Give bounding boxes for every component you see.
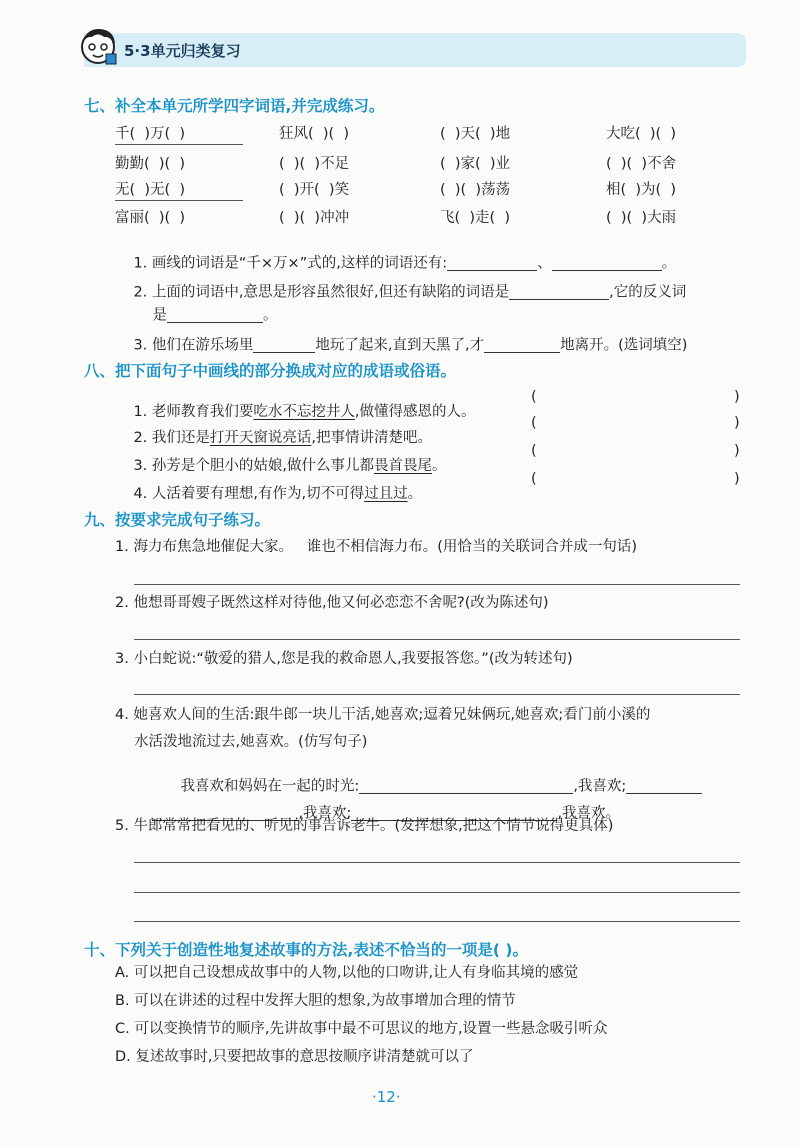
answer-blank[interactable] [253,338,315,353]
answer-blank[interactable] [552,256,662,271]
section-10-title: 十、下列关于创造性地复述故事的方法,表述不恰当的一项是( )。 [84,941,528,959]
section-9-title: 九、按要求完成句子练习。 [84,511,271,529]
page-number: ·12· [372,1088,401,1106]
s9-q4-cont: 水活泼地流过去,她喜欢。(仿写句子) [134,734,368,750]
word-r4-c4: ( )( )大雨 [606,210,677,226]
s7-q3-text-b: 地玩了起来,直到天黑了,才 [315,337,485,353]
answer-blank[interactable] [447,256,537,271]
answer-blank[interactable] [626,779,702,794]
s9-q4-text: ,我喜欢; [298,805,352,821]
word-r4-c2: ( )( )冲冲 [279,210,350,226]
s9-q1: 1. 海力布焦急地催促大家。 谁也不相信海力布。(用恰当的关联词合并成一句话) [115,539,638,555]
word-r1-c3: ( )天( )地 [440,126,511,142]
word-r3-c2: ( )开( )笑 [279,182,350,198]
s8-item-text: 2. 我们还是 [133,429,210,446]
answer-paren-left: ( [531,415,537,431]
s8-item-text: ,做懂得感恩的人。 [354,403,476,420]
word-r1-c4: 大吃( )( ) [606,126,677,142]
option-d[interactable]: D. 复述故事时,只要把故事的意思按顺序讲清楚就可以了 [115,1049,474,1065]
s8-item-underlined: 吃水不忘挖井人 [253,403,355,420]
word-underline [115,200,243,201]
s7-q2-text-b: ,它的反义词 [609,284,687,300]
s9-q2: 2. 他想哥哥嫂子既然这样对待他,他又何必恋恋不舍呢?(改为陈述句) [115,595,549,611]
s7-q3-text: 3. 他们在游乐场里 [133,337,254,353]
word-underline [115,144,243,145]
word-r3-c4: 相( )为( ) [606,182,677,198]
s7-q2-text: 2. 上面的词语中,意思是形容虽然很好,但还有缺陷的词语是 [133,284,510,300]
section-7-title: 七、补全本单元所学四字词语,并完成练习。 [84,97,385,115]
word-r2-c2: ( )( )不足 [279,156,350,172]
word-r3-c1: 无( )无( ) [115,182,186,198]
answer-line[interactable] [134,694,740,695]
s9-q4-text: 我喜欢和妈妈在一起的时光: [180,778,360,794]
s9-q3: 3. 小白蛇说:“敬爱的猎人,您是我的救命恩人,我要报答您。”(改为转述句) [115,651,573,667]
s9-q4-text: ,我喜欢; [573,778,627,794]
answer-paren-left: ( [531,389,537,405]
answer-line[interactable] [134,921,740,922]
s9-q4-text: ,我喜欢。 [557,805,621,821]
answer-paren-right: ) [734,389,740,405]
option-a[interactable]: A. 可以把自己设想成故事中的人物,以他的口吻讲,让人有身临其境的感觉 [115,965,579,981]
word-r1-c1: 千( )万( ) [115,126,186,142]
s8-item-text: 3. 孙芳是个胆小的姑娘,做什么事儿都 [133,457,374,474]
s7-q1-sep: 、 [537,255,552,271]
s8-item-underlined: 打开天窗说亮话 [209,429,312,446]
s8-item-text: 4. 人活着要有理想,有作为,切不可得 [133,485,365,502]
answer-paren-left: ( [531,471,537,487]
answer-paren-right: ) [734,443,740,459]
s9-q4: 4. 她喜欢人间的生活:跟牛郎一块儿干活,她喜欢;逗着兄妹俩玩,她喜欢;看门前小溪的 [115,707,651,723]
s7-q3-text-c: 地离开。(选词填空) [560,337,688,353]
s8-item-text: 。 [432,457,447,474]
answer-blank[interactable] [509,285,609,300]
header-title: 5·3单元归类复习 [124,42,241,60]
answer-blank[interactable] [484,338,560,353]
answer-line[interactable] [134,639,740,640]
word-r4-c1: 富丽( )( ) [115,210,186,226]
s8-item-underlined: 过且过 [364,485,408,502]
answer-paren-right: ) [734,471,740,487]
answer-paren-right: ) [734,415,740,431]
section-8-title: 八、把下面句子中画线的部分换成对应的成语或俗语。 [84,362,457,380]
word-r2-c1: 勤勤( )( ) [115,156,186,172]
s7-q1-end: 。 [661,255,677,271]
answer-line[interactable] [134,584,740,585]
word-r2-c4: ( )( )不舍 [606,156,677,172]
answer-blank[interactable] [167,308,263,323]
option-c[interactable]: C. 可以变换情节的顺序,先讲故事中最不可思议的地方,设置一些悬念吸引听众 [115,1021,608,1037]
answer-line[interactable] [134,862,740,863]
word-r4-c3: 飞( )走( ) [440,210,511,226]
s9-q5: 5. 牛郎常常把看见的、听见的事告诉老牛。(发挥想象,把这个情节说得更具体) [115,818,614,834]
boy-mascot-icon [76,22,122,68]
s8-item-text: ,把事情讲清楚吧。 [311,429,432,446]
answer-line[interactable] [134,892,740,893]
word-r1-c2: 狂风( )( ) [279,126,350,142]
answer-paren-left: ( [531,443,537,459]
s8-item-text: 。 [407,485,423,502]
s8-item-underlined: 畏首畏尾 [374,457,432,474]
s7-q2-text-d: 。 [262,307,278,323]
s7-q2-text-c: 是 [152,307,167,323]
option-b[interactable]: B. 可以在讲述的过程中发挥大胆的想象,为故事增加合理的情节 [115,993,516,1009]
word-r2-c3: ( )家( )业 [440,156,511,172]
s7-q1-text: 1. 画线的词语是“千×万×”式的,这样的词语还有: [133,255,448,271]
word-r3-c3: ( )( )荡荡 [440,182,511,198]
s8-item-text: 1. 老师教育我们要 [133,403,254,420]
